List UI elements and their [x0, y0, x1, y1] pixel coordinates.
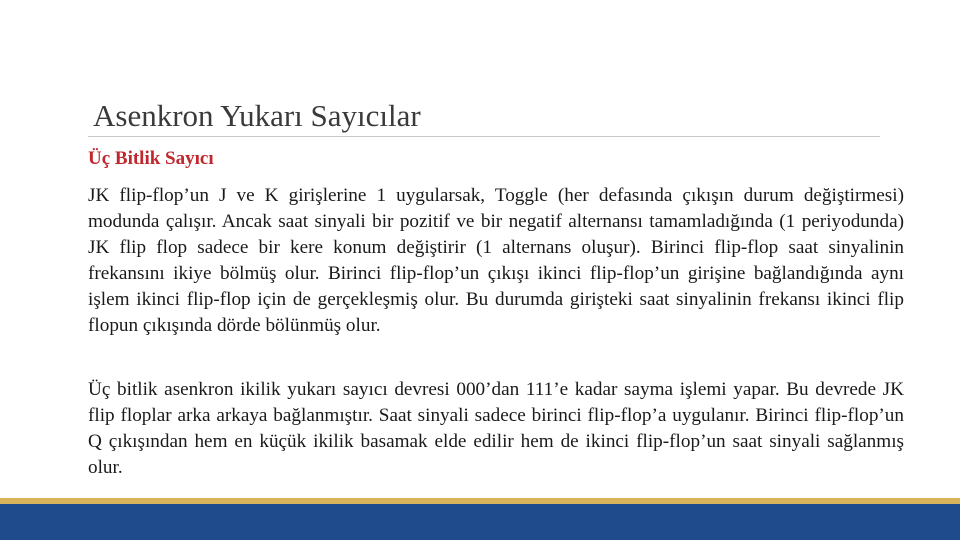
body-paragraph-1: JK flip-flop’un J ve K girişlerine 1 uygularsak, Toggle (her defasında çıkışın durum değiştirmesi) modunda çalışır. Ancak saat sinyali bir pozitif ve bir negatif alternansı tamamladığında (1 periyodunda) JK flip flop sadece bir kere konum değiştirir (1 alternans oluşur). Birinci flip-flop saat sinyalinin frekansını ikiye bölmüş olur. Birinci flip-flop’un çıkışı ikinci flip-flop’un girişine bağlandığında aynı işlem ikinci flip-flop için de gerçekleşmiş olur. Bu durumda girişteki saat sinyalinin frekansı ikinci flip flopun çıkışında dörde bölünmüş olur.: [88, 185, 904, 336]
footer-blue-bar: [0, 504, 960, 540]
body-paragraph-2: Üç bitlik asenkron ikilik yukarı sayıcı devresi 000’dan 111’e kadar sayma işlemi yapar. Bu devrede JK flip floplar arka arkaya bağlanmıştır. Saat sinyali sadece birinci flip-flop’a uygulanır. Birinci flip-flop’un Q çıkışından hem en küçük ikilik basamak elde edilir hem de ikinci flip-flop’un saat sinyali sağlanmış olur.: [88, 379, 904, 478]
title-divider: [88, 136, 880, 137]
slide-title: Asenkron Yukarı Sayıcılar: [93, 98, 421, 133]
slide-subtitle: Üç Bitlik Sayıcı: [88, 148, 214, 169]
